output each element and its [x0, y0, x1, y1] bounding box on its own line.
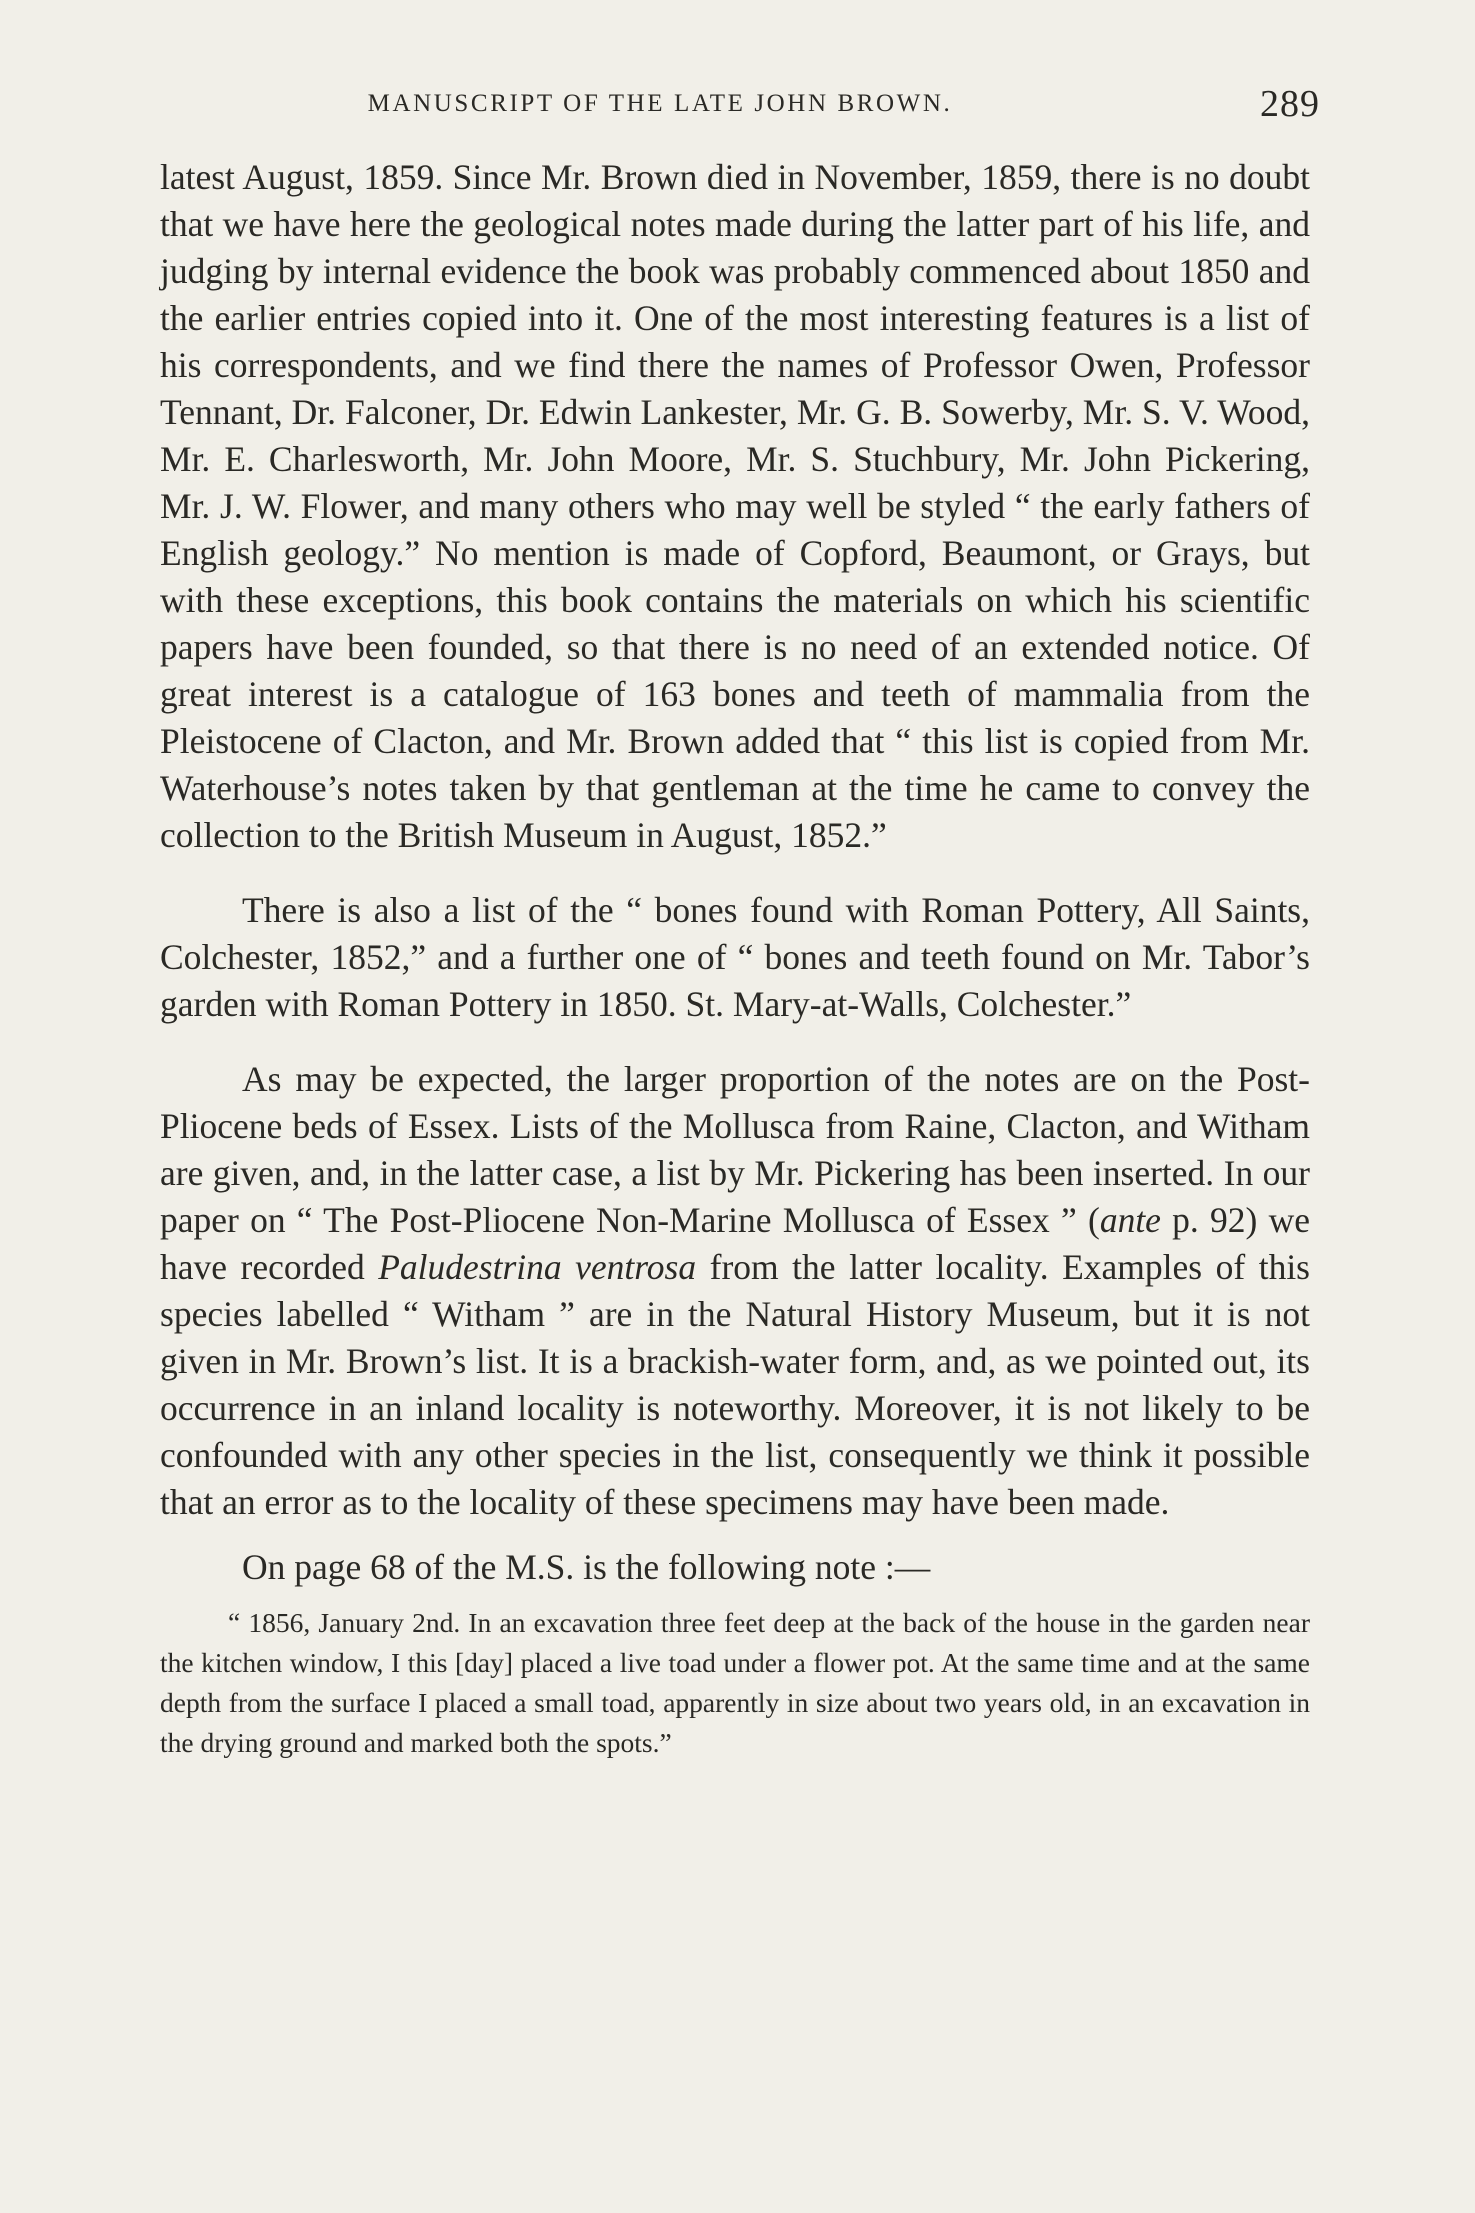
paragraph-3-text-a: As may be expected, the larger proportion of the notes are on the Post-Pliocene beds of Essex. Lists of the Mollusca from Raine, Clacton, and Witham are given, and, in the latter case, a list by Mr. Pickering has been inserted. In our paper on “ The Post-Pliocene Non-Marine Mollusca of Essex ” ( [160, 1059, 1310, 1240]
paragraph-3-text-c: from the latter locality. Examples of this species labelled “ Witham ” are in the Natural History Museum, but it is not given in Mr. Brown’s list. It is a brackish-water form, and, as we pointed out, its occurrence in an inland locality is noteworthy. Moreover, it is not likely to be confounded with any other species in the list, consequently we think it possible that an error as to the locality of these specimens may have been made. [160, 1247, 1310, 1522]
paragraph-1-text: latest August, 1859. Since Mr. Brown died in November, 1859, there is no doubt that we have here the geological notes made during the latter part of his life, and judging by internal evidence the book was probably commenced about 1850 and the earlier entries copied into it. One of the most interesting features is a list of his correspondents, and we find there the names of Professor Owen, Professor Tennant, Dr. Falconer, Dr. Edwin Lankester, Mr. G. B. Sowerby, Mr. S. V. Wood, Mr. E. Charlesworth, Mr. John Moore, Mr. S. Stuchbury, Mr. John Pickering, Mr. J. W. Flower, and many others who may well be styled “ the early fathers of English geology.” No mention is made of Copford, Beaumont, or Grays, but with these exceptions, this book contains the materials on which his scientific papers have been founded, so that there is no need of an extended notice. Of great interest is a catalogue of 163 bones and teeth of mammalia from the Pleistocene of Clacton, and Mr. Brown added that “ this list is copied from Mr. Waterhouse’s notes taken by that gentleman at the time he came to convey the collection to the British Museum in August, 1852.” [160, 157, 1310, 855]
paragraph-continuation [160, 154, 1310, 859]
block-quotation: “ 1856, January 2nd. In an excavation three feet deep at the back of the house in the garden near the kitchen window, I this [day] placed a live toad under a flower pot. At the same time and at the same depth from the surface I placed a small toad, apparently in size about two years old, in an excavation in the drying ground and marked both the spots.” [160, 1607, 1310, 1758]
running-head [160, 83, 1320, 126]
paragraph-note-intro [160, 1544, 1310, 1591]
paragraph-4-text: On page 68 of the M.S. is the following note :— [242, 1547, 931, 1587]
citation-ante: ante [1099, 1200, 1161, 1240]
running-title: MANUSCRIPT OF THE LATE JOHN BROWN. [367, 90, 953, 117]
species-name: Paludestrina ventrosa [378, 1247, 697, 1287]
page-number: 289 [1260, 83, 1320, 125]
paragraph-roman-pottery [160, 887, 1310, 1028]
body-text [160, 154, 1310, 1763]
paragraph-3-text-b: p. 92) we have recorded [160, 1200, 1310, 1287]
paragraph-post-pliocene [160, 1056, 1310, 1526]
paragraph-2-text: There is also a list of the “ bones found with Roman Pottery, All Saints, Colchester, 1852,” and a further one of “ bones and teeth found on Mr. Tabor’s garden with Roman Pottery in 1850. St. Mary-at-Walls, Colchester.” [160, 890, 1310, 1024]
